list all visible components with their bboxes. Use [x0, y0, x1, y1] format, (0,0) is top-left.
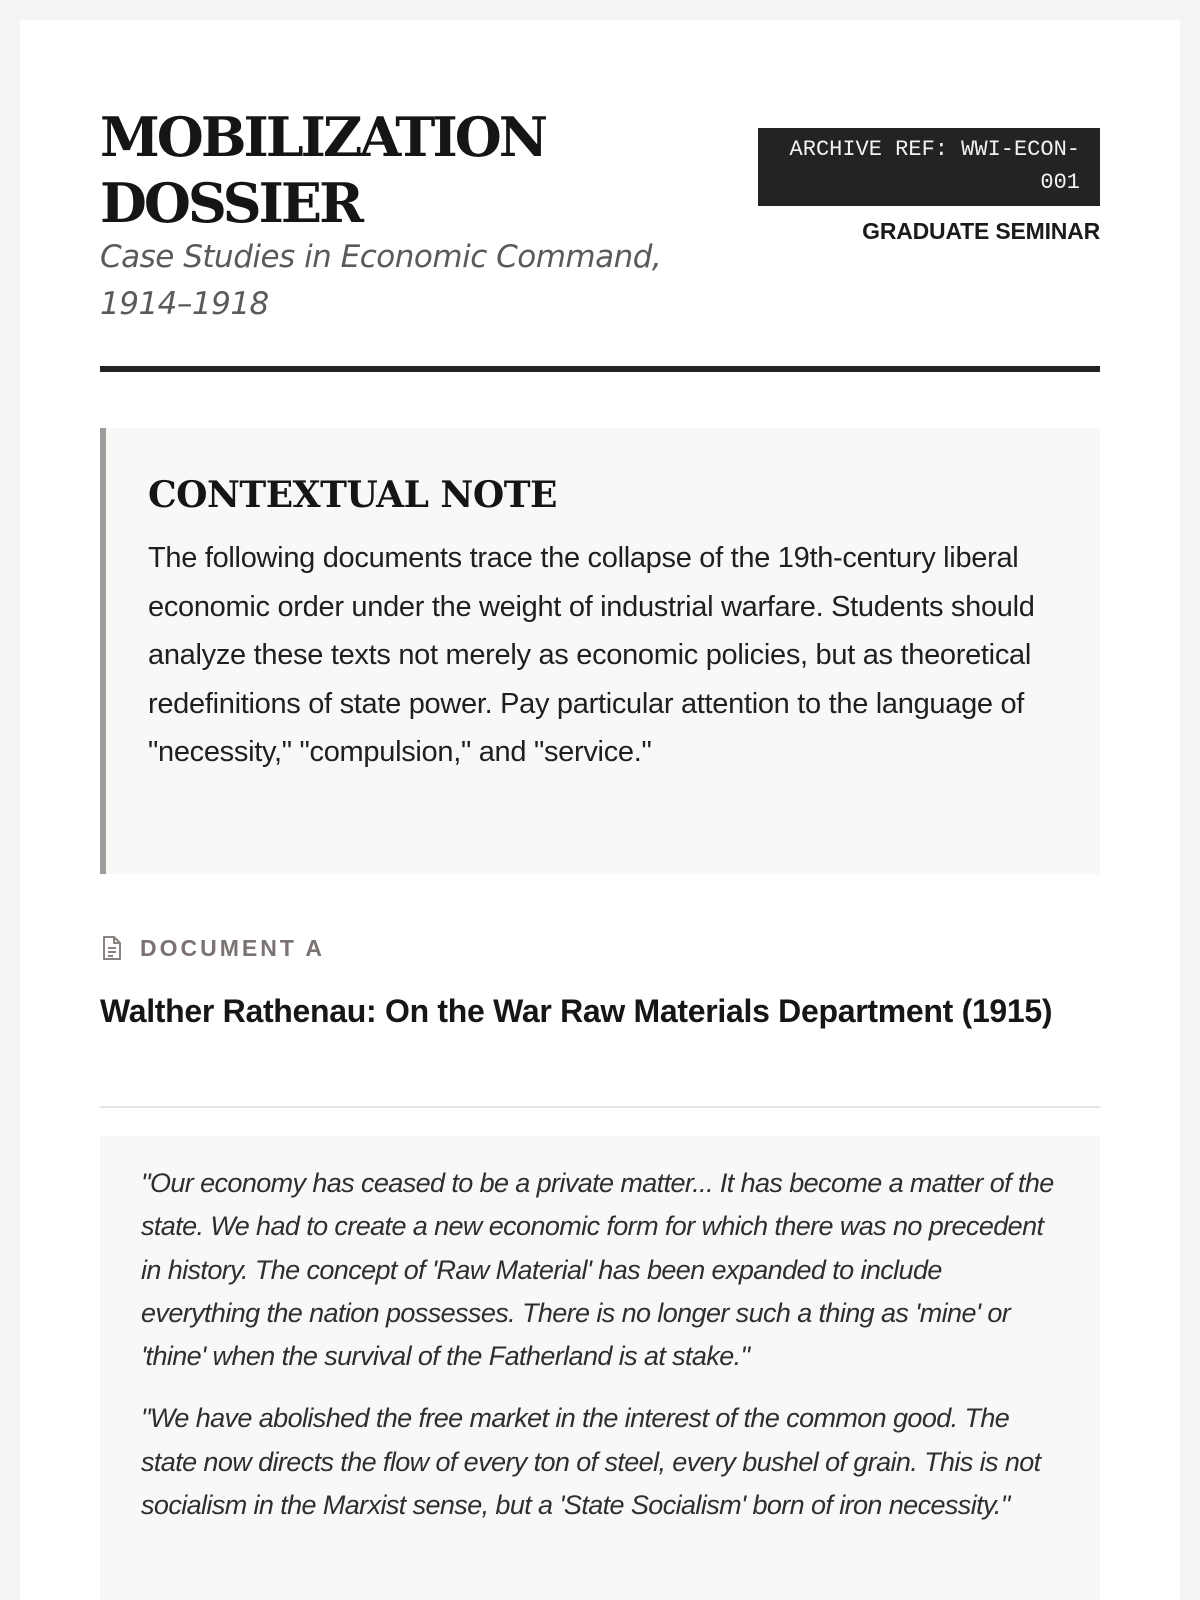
- document-quote-1: "Our economy has ceased to be a private matter... It has become a matter of the state. We had to create a new economic form for which there was no precedent in history. The concept of 'Raw Material' has been expanded to include everything the nation possesses. There is no longer such a thing as 'mine' or 'thine' when the survival of the Fatherland is at stake.": [141, 1168, 1054, 1372]
- document-title: Walther Rathenau: On the War Raw Materials Department (1915): [100, 993, 1053, 1029]
- header-divider: [100, 366, 1100, 372]
- document-label: [100, 932, 325, 964]
- dossier-subtitle: Case Studies in Economic Command, 1914–1918: [100, 239, 662, 322]
- document-title-divider: [100, 1106, 1100, 1108]
- archive-ref-badge: ARCHIVE REF: WWI-ECON-001: [758, 128, 1100, 206]
- dossier-header: [100, 20, 1100, 372]
- document-quote-2: "We have abolished the free market in the interest of the common good. The state now directs the flow of every ton of steel, every bushel of grain. This is not socialism in the Marxist sense, but a 'State Socialism' born of iron necessity.": [141, 1403, 1041, 1521]
- page-content: [100, 20, 1100, 1521]
- dossier-title: MOBILIZATION DOSSIER: [100, 105, 546, 235]
- contextual-note-title: CONTEXTUAL NOTE: [148, 474, 557, 516]
- contextual-note: [100, 428, 1100, 874]
- contextual-note-body: The following documents trace the collapse of the 19th-century liberal economic order under the weight of industrial warfare. Students should analyze these texts not merely as economic policies, but as theoretical redefinitions of state power. Pay particular attention to the language of "necessity," "compulsion," and "service.": [148, 542, 1035, 768]
- seminar-label: GRADUATE SEMINAR: [862, 218, 1100, 244]
- document-label-text: DOCUMENT A: [140, 934, 326, 961]
- dossier-page: [20, 20, 1180, 1600]
- document-excerpt: [100, 1136, 1100, 1600]
- document-icon: [100, 935, 124, 961]
